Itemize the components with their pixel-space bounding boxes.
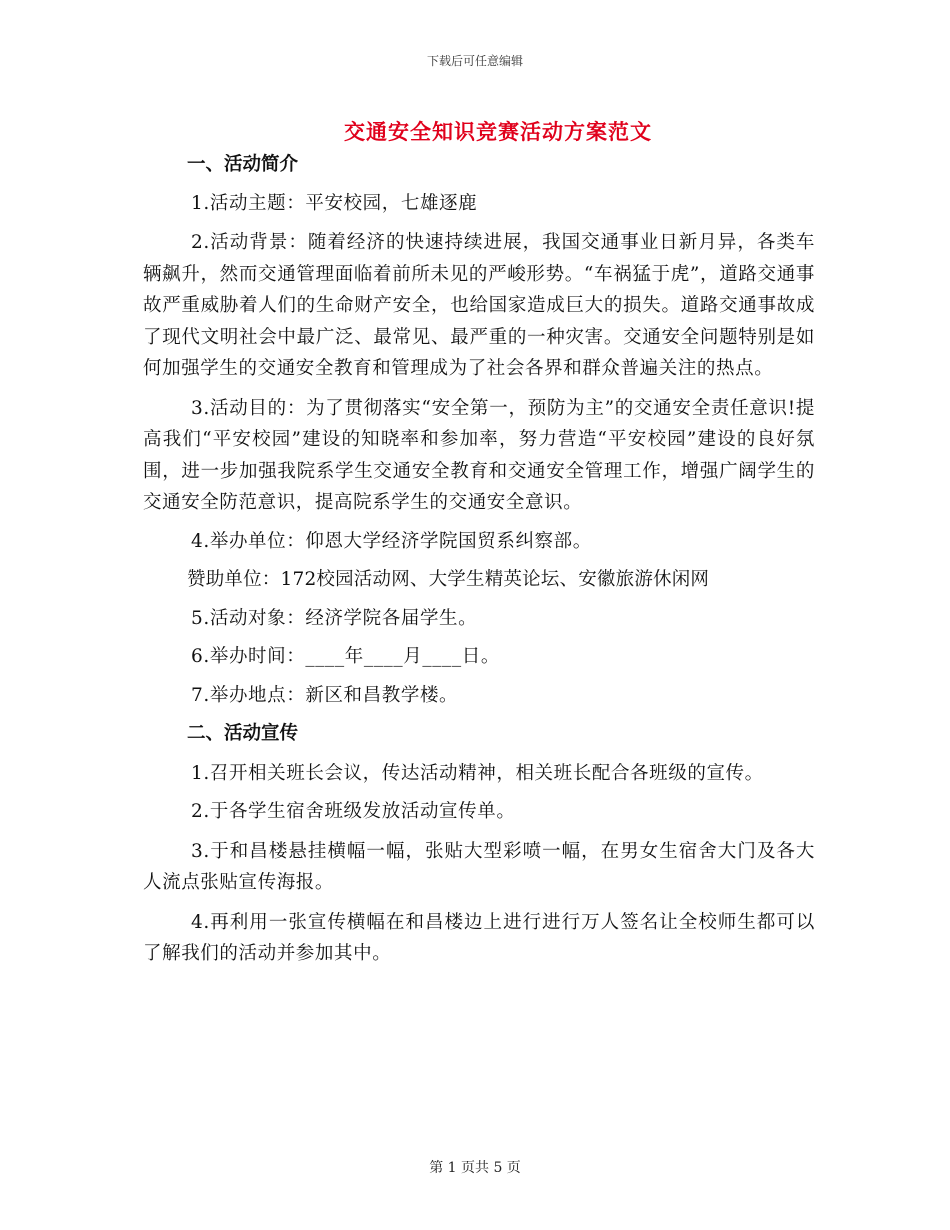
publicity-item-4: 4.再利用一张宣传横幅在和昌楼边上进行进行万人签名让全校师生都可以了解我们的活动并参加其中。 [143, 911, 815, 964]
activity-time: 6.举办时间：____年____月____日。 [191, 646, 500, 667]
section-heading-intro: 一、活动简介 [187, 154, 299, 175]
activity-place: 7.举办地点：新区和昌教学楼。 [191, 684, 459, 706]
activity-target: 5.活动对象：经济学院各届学生。 [191, 607, 478, 629]
activity-background: 2.活动背景：随着经济的快速持续进展，我国交通事业日新月异，各类车辆飙升，然而交通管理面临着前所未见的严峻形势。“车祸猛于虎”，道路交通事故严重威胁着人们的生命财产安全，也给国家造成巨大的损失。道路交通事故成了现代文明社会中最广泛、最常见、最严重的一种灾害。交通安全问题特别是如何加强学生的交通安全教育和管理成为了社会各界和群众普遍关注的热点。 [143, 232, 815, 379]
activity-theme: 1.活动主题：平安校园，七雄逐鹿 [191, 192, 478, 214]
activity-organizer: 4.举办单位：仰恩大学经济学院国贸系纠察部。 [191, 530, 592, 552]
section-heading-publicity: 二、活动宣传 [187, 723, 299, 744]
document-title: 交通安全知识竞赛活动方案范文 [344, 119, 652, 144]
publicity-item-1: 1.召开相关班长会议，传达活动精神，相关班长配合各班级的宣传。 [191, 762, 764, 784]
activity-sponsor: 赞助单位：172校园活动网、大学生精英论坛、安徽旅游休闲网 [187, 569, 710, 590]
publicity-item-3: 3.于和昌楼悬挂横幅一幅，张贴大型彩喷一幅，在男女生宿舍大门及各大人流点张贴宣传海报。 [143, 840, 815, 893]
page-header: 下载后可任意编辑 [426, 54, 523, 68]
page-footer: 第 1 页共 5 页 [429, 1160, 521, 1176]
activity-purpose: 3.活动目的：为了贯彻落实“安全第一，预防为主”的交通安全责任意识!提高我们“平安校园”建设的知晓率和参加率，努力营造“平安校园”建设的良好氛围，进一步加强我院系学生交通安全教育和交通安全管理工作，增强广阔学生的交通安全防范意识，提高院系学生的交通安全意识。 [143, 397, 815, 513]
document-body [143, 150, 815, 970]
publicity-item-2: 2.于各学生宿舍班级发放活动宣传单。 [191, 801, 516, 822]
